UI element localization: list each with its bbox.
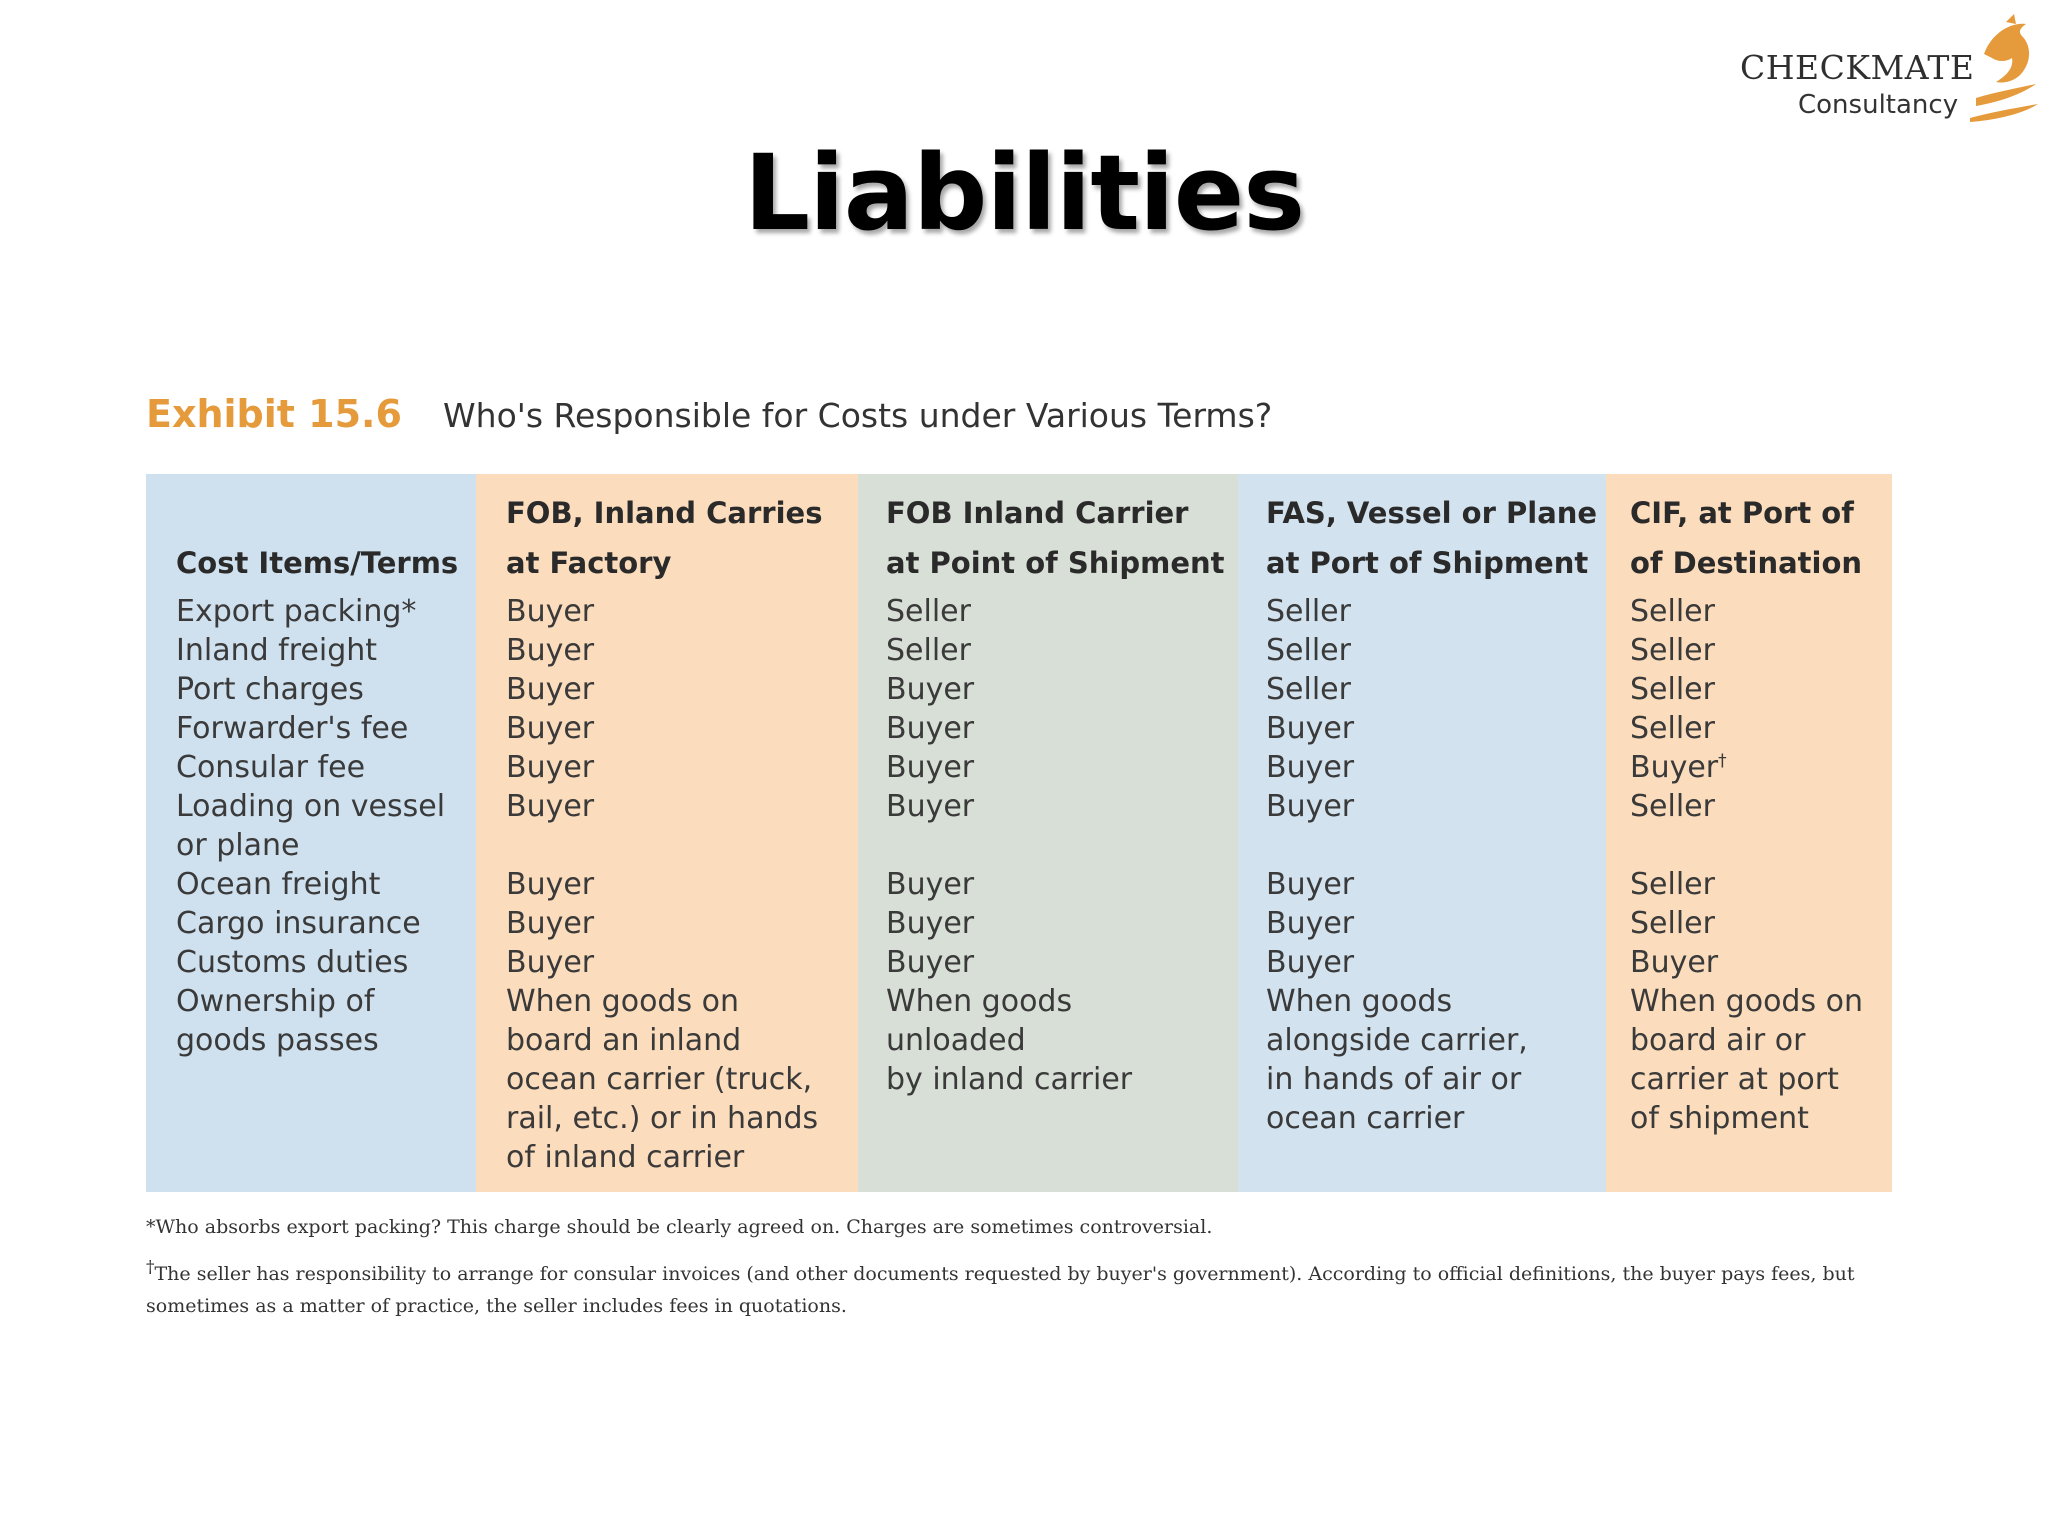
table-cell <box>886 904 1238 943</box>
table-cell-text: Consular fee <box>176 750 366 785</box>
page-title: Liabilities <box>743 132 1305 254</box>
table-cell-text: Buyer <box>1266 945 1355 980</box>
table-cell <box>1630 1021 1892 1060</box>
table-cell-text: When goods on <box>506 984 740 1019</box>
table-cell-text: carrier at port <box>1630 1062 1839 1097</box>
table-cell-text: Buyer <box>886 867 975 902</box>
column-header-line: FOB Inland Carrier <box>886 496 1189 530</box>
table-cell <box>1266 1060 1606 1099</box>
table-cell <box>176 865 476 904</box>
table-cell-text: Buyer <box>886 789 975 824</box>
table-cell-text: Export packing* <box>176 594 417 629</box>
table-cell-text: rail, etc.) or in hands <box>506 1101 819 1136</box>
table-cell-text: Seller <box>1630 672 1715 707</box>
column-header <box>1630 488 1892 588</box>
exhibit-heading <box>146 392 1272 436</box>
table-cell-text: Seller <box>1266 594 1351 629</box>
table-cell-text: Customs duties <box>176 945 409 980</box>
responsibility-table <box>146 474 1892 1192</box>
table-cell-text: ocean carrier (truck, <box>506 1062 813 1097</box>
table-cell-text: Buyer <box>1630 945 1719 980</box>
table-cell-text: Buyer <box>506 750 595 785</box>
table-cell-text: ocean carrier <box>1266 1101 1465 1136</box>
table-cell <box>886 670 1238 709</box>
table-cell-text: Seller <box>1266 633 1351 668</box>
table-cell <box>886 982 1238 1021</box>
table-cell-text: Seller <box>1630 594 1715 629</box>
table-cell <box>1266 904 1606 943</box>
table-cell-text: Seller <box>1630 711 1715 746</box>
table-cell-text: Seller <box>1630 789 1715 824</box>
table-cell-text: Buyer <box>886 750 975 785</box>
table-cell-text: Seller <box>1266 672 1351 707</box>
table-cell <box>176 787 476 826</box>
table-cell-text: unloaded <box>886 1023 1026 1058</box>
column-header-line: CIF, at Port of <box>1630 496 1854 530</box>
table-column-fas-port-of-shipment <box>1238 474 1606 1192</box>
footnote-export-packing: *Who absorbs export packing? This charge should be clearly agreed on. Charges are sometimes controversial. <box>146 1216 1213 1238</box>
table-cell <box>176 592 476 631</box>
table-cell <box>886 865 1238 904</box>
table-cell-text: Seller <box>1630 633 1715 668</box>
table-cell-text: Ocean freight <box>176 867 381 902</box>
table-cell-text: Buyer <box>1266 750 1355 785</box>
table-cell <box>1630 865 1892 904</box>
table-cell-text: Cargo insurance <box>176 906 421 941</box>
table-cell-text: Seller <box>1630 867 1715 902</box>
column-header-line: FOB, Inland Carries <box>506 496 823 530</box>
table-cell-text: Buyer <box>886 906 975 941</box>
table-cell-text: Buyer <box>506 633 595 668</box>
table-cell <box>506 943 858 982</box>
table-cell <box>506 787 858 826</box>
table-cell <box>886 748 1238 787</box>
table-cell-text: goods passes <box>176 1023 379 1058</box>
column-header-line: at Port of Shipment <box>1266 546 1589 580</box>
footnote-consular <box>146 1258 1866 1322</box>
footnote-dagger: † <box>146 1257 155 1278</box>
table-cell <box>1630 709 1892 748</box>
column-header <box>506 488 858 588</box>
table-cell <box>1266 826 1606 865</box>
table-cell <box>886 943 1238 982</box>
column-header-line: of Destination <box>1630 546 1863 580</box>
table-cell <box>1266 865 1606 904</box>
table-cell-text: Loading on vessel <box>176 789 446 824</box>
table-cell <box>1630 826 1892 865</box>
table-cell <box>1266 709 1606 748</box>
table-cell-text: of shipment <box>1630 1101 1809 1136</box>
table-cell <box>506 826 858 865</box>
table-cell-text: Inland freight <box>176 633 378 668</box>
table-cell <box>506 1138 858 1177</box>
table-cell-text: of inland carrier <box>506 1140 745 1175</box>
table-cell <box>176 709 476 748</box>
table-cell <box>176 670 476 709</box>
table-cell <box>1630 1060 1892 1099</box>
column-header-line: at Factory <box>506 546 672 580</box>
table-cell <box>1630 904 1892 943</box>
table-cell <box>1266 1099 1606 1138</box>
table-cell-text: Buyer <box>1630 750 1719 785</box>
table-cell-text: Buyer <box>506 789 595 824</box>
exhibit-number: Exhibit 15.6 <box>146 392 402 436</box>
logo-tagline: Consultancy <box>1798 90 1959 120</box>
table-cell <box>1630 592 1892 631</box>
table-cell <box>176 826 476 865</box>
table-cell-text: board air or <box>1630 1023 1806 1058</box>
table-cell-text: in hands of air or <box>1266 1062 1522 1097</box>
table-cell-text: Buyer <box>1266 867 1355 902</box>
table-cell <box>886 709 1238 748</box>
table-cell <box>176 904 476 943</box>
footnote-consular-text: The seller has responsibility to arrange for consular invoices (and other documents requested by buyer's government). According to official definitions, the buyer pays fees, but sometimes as a matter of practice, the seller includes fees in quotations. <box>146 1263 1855 1317</box>
table-cell <box>506 1099 858 1138</box>
table-cell-text: Forwarder's fee <box>176 711 409 746</box>
column-header-line: FAS, Vessel or Plane <box>1266 496 1598 530</box>
table-cell-text: by inland carrier <box>886 1062 1133 1097</box>
table-cell <box>886 592 1238 631</box>
table-cell-text: Buyer <box>506 711 595 746</box>
table-cell <box>1266 982 1606 1021</box>
table-cell-text: Buyer <box>506 867 595 902</box>
table-cell-text: Buyer <box>506 594 595 629</box>
table-cell <box>506 631 858 670</box>
table-cell-text: Buyer <box>1266 711 1355 746</box>
table-cell <box>506 904 858 943</box>
table-column-cif-destination <box>1606 474 1892 1192</box>
table-cell <box>176 1021 476 1060</box>
table-cell <box>506 670 858 709</box>
table-cell-text: Seller <box>886 594 971 629</box>
table-cell <box>1266 787 1606 826</box>
knight-horse-icon <box>1966 14 2040 124</box>
table-cell-text: When goods <box>886 984 1073 1019</box>
table-cell <box>1266 631 1606 670</box>
table-cell <box>1630 631 1892 670</box>
table-cell <box>176 943 476 982</box>
company-logo <box>1740 14 2040 124</box>
table-cell <box>1630 670 1892 709</box>
table-cell <box>506 592 858 631</box>
table-cell <box>1630 943 1892 982</box>
table-cell-text: When goods on <box>1630 984 1864 1019</box>
table-cell <box>1630 1099 1892 1138</box>
table-cell-text: Buyer <box>506 906 595 941</box>
table-cell <box>176 748 476 787</box>
table-cell-text: Port charges <box>176 672 364 707</box>
table-cell-text: Buyer <box>886 945 975 980</box>
table-cell <box>1630 787 1892 826</box>
logo-name: CHECKMATE <box>1740 48 1975 87</box>
table-cell <box>1266 592 1606 631</box>
column-header <box>1266 488 1606 588</box>
table-cell <box>1266 748 1606 787</box>
table-cell <box>1630 748 1892 787</box>
table-cell <box>886 787 1238 826</box>
table-cell <box>886 1021 1238 1060</box>
table-cell-text: Buyer <box>506 945 595 980</box>
table-cell <box>506 1060 858 1099</box>
table-cell <box>886 631 1238 670</box>
table-cell-text: Ownership of <box>176 984 375 1019</box>
table-cell <box>886 826 1238 865</box>
table-cell <box>176 631 476 670</box>
table-column-cost-items <box>146 474 476 1192</box>
table-cell-text: board an inland <box>506 1023 742 1058</box>
table-cell <box>506 1021 858 1060</box>
table-cell-text: Buyer <box>886 711 975 746</box>
table-cell-text: or plane <box>176 828 300 863</box>
table-cell-text: When goods <box>1266 984 1453 1019</box>
table-cell <box>1266 670 1606 709</box>
table-cell-text: Seller <box>886 633 971 668</box>
table-cell <box>506 709 858 748</box>
column-header-line: Cost Items/Terms <box>176 546 459 580</box>
column-header <box>886 488 1238 588</box>
table-cell-text: Buyer <box>1266 906 1355 941</box>
column-header <box>176 488 476 588</box>
table-cell <box>1266 1021 1606 1060</box>
table-cell <box>506 865 858 904</box>
table-cell <box>506 982 858 1021</box>
table-cell <box>506 748 858 787</box>
table-cell <box>176 982 476 1021</box>
exhibit-caption: Who's Responsible for Costs under Various Terms? <box>443 396 1273 435</box>
table-cell <box>1266 943 1606 982</box>
dagger-mark: † <box>1718 751 1727 771</box>
column-header-line: at Point of Shipment <box>886 546 1225 580</box>
table-cell-text: alongside carrier, <box>1266 1023 1528 1058</box>
table-cell-text: Buyer <box>1266 789 1355 824</box>
table-cell-text: Buyer <box>506 672 595 707</box>
table-cell-text: Buyer <box>886 672 975 707</box>
table-column-fob-point-of-shipment <box>858 474 1238 1192</box>
table-cell <box>1630 982 1892 1021</box>
table-column-fob-factory <box>476 474 858 1192</box>
table-cell <box>886 1060 1238 1099</box>
table-cell-text: Seller <box>1630 906 1715 941</box>
